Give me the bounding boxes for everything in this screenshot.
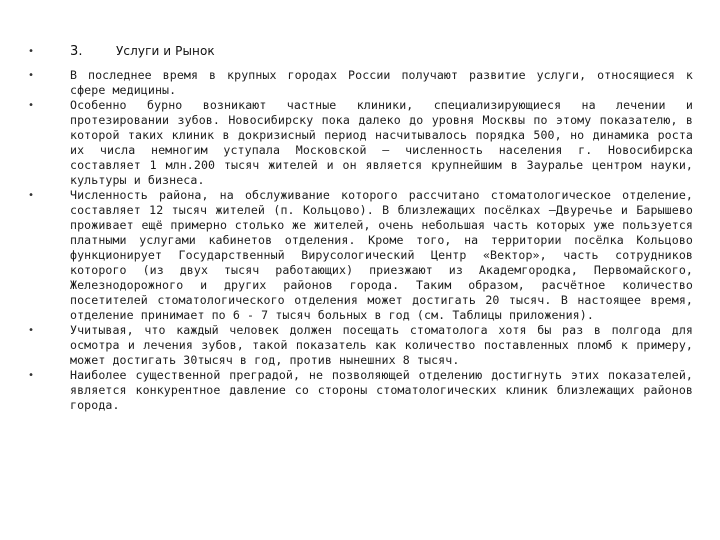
list-item <box>28 68 693 98</box>
list-item <box>28 323 693 368</box>
item-text: В последнее время в крупных городах России получают развитие услуги, относящиеся к сфере медицины. <box>70 68 693 97</box>
bullet-icon: • <box>28 325 35 336</box>
section-heading <box>70 44 693 59</box>
bullet-icon: • <box>28 190 35 201</box>
section-title: Услуги и Рынок <box>116 44 215 58</box>
bullet-icon: • <box>28 70 35 81</box>
list-item <box>28 368 693 413</box>
bullet-icon: • <box>28 46 35 57</box>
item-text: Особенно бурно возникают частные клиники, специализирующиеся на лечении и протезировании зубов. Новосибирску пока далеко до уровня Москвы по этому показателю, в которой таких клиник в докризисный период насчитывалось порядка 500, но динамика роста их числа немногим уступала Московской – численность населения г. Новосибирска составляет 1 млн.200 тысяч жителей и он является крупнейшим в Зауралье центром науки, культуры и бизнеса. <box>70 98 693 187</box>
item-text: Наиболее существенной преградой, не позволяющей отделению достигнуть этих показателей, является конкурентное давление со стороны стоматологических клиник близлежащих районов города. <box>70 368 693 412</box>
item-text: Численность района, на обслуживание которого рассчитано стоматологическое отделение, составляет 12 тысяч жителей (п. Кольцово). В близлежащих посёлках –Двуречье и Барышево проживает ещё примерно столько же жителей, очень небольшая часть которых уже пользуется платными услугами кабинетов отделения. Кроме того, на территории посёлка Кольцово функционирует Государственный Вирусологический Центр «Вектор», часть сотрудников которого (из двух тысяч работающих) приезжают из Академгородка, Первомайского, Железнодорожного и других районов города. Таким образом, расчётное количество посетителей стоматологического отделения может достигать 20 тысяч. В настоящее время, отделение принимает по 6 - 7 тысяч больных в год (см. Таблицы приложения). <box>70 188 693 322</box>
bullet-icon: • <box>28 100 35 111</box>
section-number: 3. <box>70 44 83 59</box>
list-item <box>28 188 693 323</box>
list-item <box>28 98 693 188</box>
heading-item <box>28 44 693 59</box>
bullet-icon: • <box>28 370 35 381</box>
item-text: Учитывая, что каждый человек должен посещать стоматолога хотя бы раз в полгода для осмотра и лечения зубов, такой показатель как количество поставленных пломб к примеру, может достигать 30тысяч в год, против нынешних 8 тысяч. <box>70 323 693 367</box>
bullet-list <box>28 44 693 413</box>
